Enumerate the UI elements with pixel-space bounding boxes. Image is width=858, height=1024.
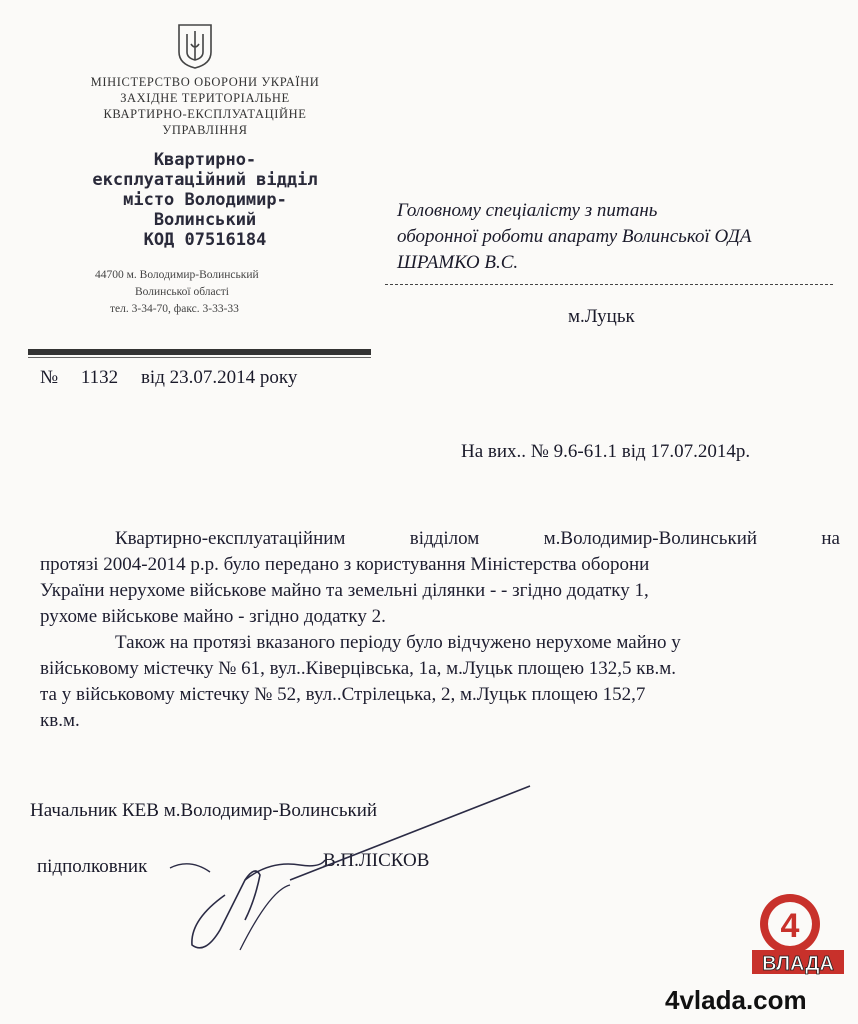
registration-line (40, 367, 297, 389)
body-line: військовому містечку № 61, вул..Ківерцівська, 1а, м.Луцьк площею 132,5 кв.м. (40, 658, 676, 679)
ministry-line: ЗАХІДНЕ ТЕРИТОРІАЛЬНЕ (120, 91, 290, 105)
logo-digit: 4 (780, 907, 800, 945)
ministry-line: КВАРТИРНО-ЕКСПЛУАТАЦІЙНЕ (103, 107, 307, 121)
department-address (95, 267, 365, 318)
logo-word: ВЛАДА (762, 953, 834, 975)
handwritten-signature (150, 780, 550, 960)
body-line: протязі 2004-2014 р.р. було передано з користування Міністерства оборони (40, 554, 650, 575)
letter-body (40, 526, 840, 734)
ministry-header (30, 74, 380, 138)
ministry-line: МІНІСТЕРСТВО ОБОРОНИ УКРАЇНИ (90, 75, 320, 89)
dept-line: місто Володимир- (123, 190, 287, 210)
registration-date: від 23.07.2014 року (140, 367, 298, 388)
signatory-rank: підполковник (37, 856, 148, 877)
dept-line: експлуатаційний відділ (92, 170, 318, 190)
signatory-position: Начальник КЕВ м.Володимир-Волинський (30, 800, 378, 821)
body-line: кв.м. (40, 710, 80, 731)
body-line: Квартирно-експлуатаційним відділом м.Володимир-Волинський на (115, 528, 840, 549)
dept-line: Квартирно- (153, 150, 257, 170)
body-line: рухоме військове майно - згідно додатку 2. (40, 606, 386, 627)
body-line: та у військовому містечку № 52, вул..Стрілецька, 2, м.Луцьк площею 152,7 (40, 684, 646, 705)
recipient-block (397, 198, 751, 276)
number-sign: № (40, 367, 59, 388)
site-watermark: 4vlada.com (665, 985, 807, 1015)
dept-line: Волинський (153, 210, 257, 230)
body-line: Також на протязі вказаного періоду було відчужено нерухоме майно у (115, 632, 681, 653)
address-line: тел. 3-34-70, факс. 3-33-33 (110, 303, 239, 315)
address-line: Волинської області (135, 286, 229, 298)
recipient-line: Головному спеціалісту з питань (397, 200, 658, 221)
site-logo (750, 888, 846, 984)
reference-line: На вих.. № 9.6-61.1 від 17.07.2014р. (461, 441, 751, 462)
logo-icon (750, 888, 846, 984)
dept-code: КОД 07516184 (143, 230, 267, 250)
registration-number: 1132 (80, 367, 119, 388)
recipient-divider (385, 284, 833, 285)
department-stamp (30, 150, 380, 250)
address-line: 44700 м. Володимир-Волинський (95, 269, 259, 281)
header-divider-thin (28, 357, 371, 358)
coat-of-arms-icon (175, 22, 215, 70)
signatory-name: В.П.ЛІСКОВ (323, 850, 430, 871)
recipient-line: оборонної роботи апарату Волинської ОДА (397, 226, 752, 247)
recipient-city: м.Луцьк (568, 306, 635, 327)
ministry-line: УПРАВЛІННЯ (162, 123, 248, 137)
recipient-name: ШРАМКО В.С. (397, 252, 519, 273)
header-divider (28, 349, 371, 355)
body-line: України нерухоме військове майно та земельні ділянки - - згідно додатку 1, (40, 580, 649, 601)
